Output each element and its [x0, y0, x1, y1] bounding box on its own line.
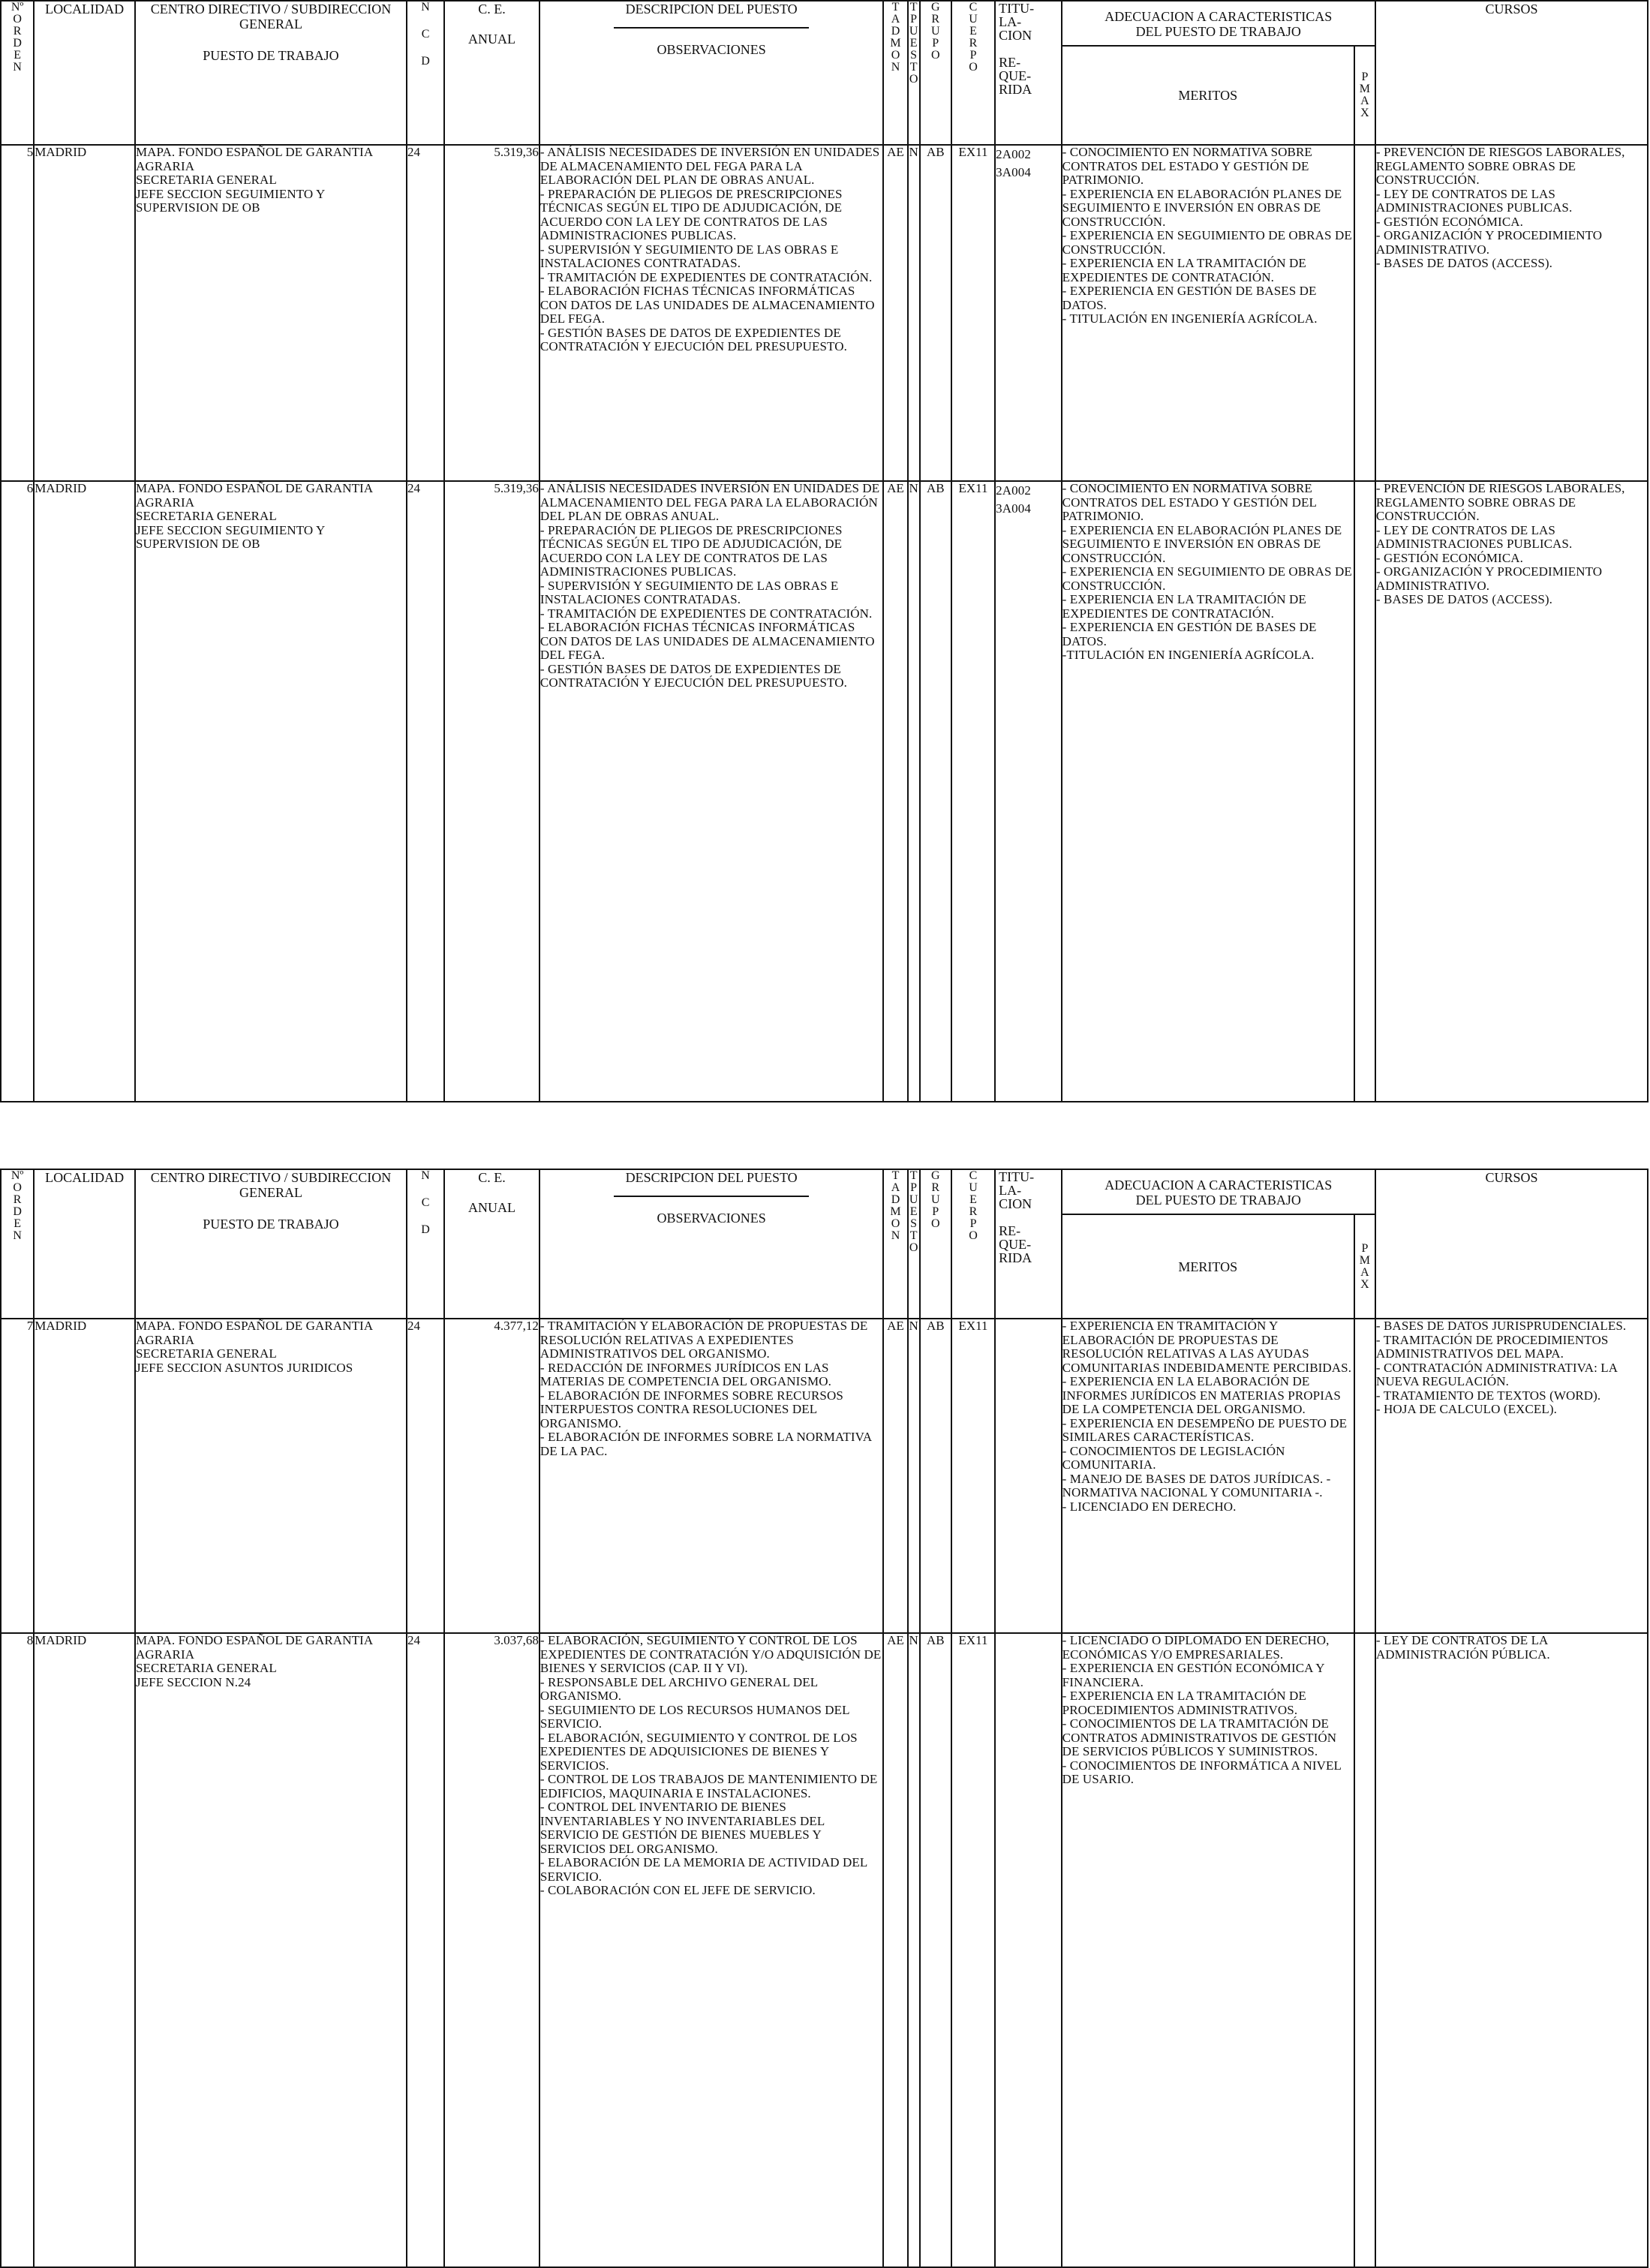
cell-cuerpo: EX11	[951, 145, 995, 481]
cell-ce-anual: 5.319,36	[444, 145, 539, 481]
header-letter: A	[891, 13, 900, 26]
header-letter: U	[909, 25, 918, 38]
header-pmax	[1355, 47, 1375, 144]
header-letter: R	[931, 1181, 940, 1194]
header-letter: N	[891, 1229, 900, 1242]
header-centro: CENTRO DIRECTIVO / SUBDIRECCION GENERAL PUESTO DE TRABAJO	[135, 1169, 407, 1319]
header-localidad: LOCALIDAD	[34, 1, 135, 145]
cell-t-puesto: N	[908, 1633, 920, 2267]
header-letter: O	[969, 1229, 978, 1242]
header-letter: P	[1361, 71, 1369, 83]
cell-grupo: AB	[920, 145, 951, 481]
header-letter: R	[13, 1193, 22, 1206]
header-letter: C	[421, 1196, 430, 1209]
header-letter: P	[932, 1205, 939, 1218]
cell-cursos: - LEY DE CONTRATOS DE LA ADMINISTRACIÓN PÚBLICA.	[1375, 1633, 1648, 2267]
cell-descripcion: - ANÁLISIS NECESIDADES DE INVERSIÓN EN UNIDADES DE ALMACENAMIENTO DEL FEGA PARA LA ELABORACIÓN DEL PLAN DE OBRAS ANUAL. - PREPARACIÓN DE PLIEGOS DE PRESCRIPCIONES TÉCNICAS SEGÚN EL TIPO DE ADJUDICACIÓN, DE ACUERDO CON LA LEY DE CONTRATOS DE LAS ADMINISTRACIONES PUBLICAS. - SUPERVISIÓN Y SEGUIMIENTO DE LAS OBRAS E INSTALACIONES CONTRATADAS. - TRAMITACIÓN DE EXPEDIENTES DE CONTRATACIÓN. - ELABORACIÓN FICHAS TÉCNICAS INFORMÁTICAS CON DATOS DE LAS UNIDADES DE ALMACENAMIENTO DEL FEGA. - GESTIÓN BASES DE DATOS DE EXPEDIENTES DE CONTRATACIÓN Y EJECUCIÓN DEL PRESUPUESTO.	[539, 145, 884, 481]
cell-orden: 5	[1, 145, 34, 481]
header-letter: M	[890, 37, 901, 50]
header-letter: E	[969, 25, 977, 38]
header-ce: C. E. ANUAL	[444, 1169, 539, 1319]
cell-meritos: - EXPERIENCIA EN TRAMITACIÓN Y ELABORACIÓN DE PROPUESTAS DE RESOLUCIÓN RELATIVAS A LAS AYUDAS COMUNITARIAS INDEBIDAMENTE PERCIBIDAS. - EXPERIENCIA EN LA ELABORACIÓN DE INFORMES JURÍDICOS EN MATERIAS PROPIAS DE LA COMPETENCIA DEL ORGANISMO. - EXPERIENCIA EN DESEMPEÑO DE PUESTO DE SIMILARES CARACTERÍSTICAS. - CONOCIMIENTOS DE LEGISLACIÓN COMUNITARIA. - MANEJO DE BASES DE DATOS JURÍDICAS. - NORMATIVA NACIONAL Y COMUNITARIA -. - LICENCIADO EN DERECHO.	[1062, 1319, 1354, 1633]
table-block	[0, 1169, 1648, 2268]
cell-ce-anual: 3.037,68	[444, 1633, 539, 2267]
cell-pmax	[1354, 1633, 1375, 2267]
header-letter: T	[891, 1, 900, 14]
table-row	[1, 481, 1648, 1102]
header-letter: Nº	[11, 1, 24, 14]
header-t-admon	[883, 1169, 907, 1319]
header-ncd	[407, 1, 444, 145]
header-letter: T	[909, 1, 918, 14]
cell-centro: MAPA. FONDO ESPAÑOL DE GARANTIA AGRARIA SECRETARIA GENERAL JEFE SECCION SEGUIMIENTO Y SUPERVISION DE OB	[135, 145, 407, 481]
header-letter: S	[910, 1217, 918, 1230]
header-letter: D	[13, 37, 22, 50]
header-letter: R	[969, 37, 978, 50]
header-letter: E	[14, 49, 21, 62]
cell-grupo: AB	[920, 1633, 951, 2267]
header-letter: O	[930, 49, 940, 62]
header-letter: R	[13, 25, 22, 38]
header-letter: O	[891, 1217, 900, 1230]
header-letter: D	[421, 55, 430, 68]
header-cuerpo	[951, 1169, 995, 1319]
cell-centro: MAPA. FONDO ESPAÑOL DE GARANTIA AGRARIA SECRETARIA GENERAL JEFE SECCION ASUNTOS JURIDICOS	[135, 1319, 407, 1633]
header-letter: N	[13, 1229, 22, 1242]
table-row	[1, 1633, 1648, 2267]
header-letter: O	[891, 49, 900, 62]
cell-orden: 6	[1, 481, 34, 1102]
header-letter: T	[909, 1169, 918, 1182]
header-letter: O	[909, 73, 918, 86]
cell-meritos: - LICENCIADO O DIPLOMADO EN DERECHO, ECONÓMICAS Y/O EMPRESARIALES. - EXPERIENCIA EN GESTIÓN ECONÓMICA Y FINANCIERA. - EXPERIENCIA EN LA TRAMITACIÓN DE PROCEDIMIENTOS ADMINISTRATIVOS. - CONOCIMIENTOS DE LA TRAMITACIÓN DE CONTRATOS ADMINISTRATIVOS DE GESTIÓN DE SERVICIOS PÚBLICOS Y SUMINISTROS. - CONOCIMIENTOS DE INFORMÁTICA A NIVEL DE USARIO.	[1062, 1633, 1354, 2267]
header-grupo	[920, 1, 951, 145]
cell-cursos: - PREVENCIÓN DE RIESGOS LABORALES, REGLAMENTO SOBRE OBRAS DE CONSTRUCCIÓN. - LEY DE CONTRATOS DE LAS ADMINISTRACIONES PUBLICAS. - GESTIÓN ECONÓMICA. - ORGANIZACIÓN Y PROCEDIMIENTO ADMINISTRATIVO. - BASES DE DATOS (ACCESS).	[1375, 481, 1648, 1102]
header-letter: N	[421, 1169, 430, 1182]
header-letter: C	[421, 28, 430, 41]
header-meritos: MERITOS	[1062, 1215, 1355, 1318]
header-letter: E	[909, 1205, 918, 1218]
header-letter: C	[969, 1169, 978, 1182]
cell-cuerpo: EX11	[951, 1319, 995, 1633]
cell-pmax	[1354, 145, 1375, 481]
header-adecuacion: ADECUACION A CARACTERISTICAS DEL PUESTO DE TRABAJO MERITOS P M A X	[1062, 1169, 1375, 1319]
header-letter: U	[930, 1193, 940, 1206]
header-cursos: CURSOS	[1375, 1, 1648, 145]
header-letter: M	[890, 1205, 901, 1218]
header-letter: N	[13, 61, 22, 74]
header-letter: P	[932, 37, 939, 50]
header-ce: C. E. ANUAL	[444, 1, 539, 145]
header-titulacion: TITU- LA- CION RE- QUE- RIDA	[995, 1169, 1061, 1319]
cell-ncd: 24	[407, 1633, 444, 2267]
cell-localidad: MADRID	[34, 145, 135, 481]
cell-ce-anual: 5.319,36	[444, 481, 539, 1102]
header-adecuacion: ADECUACION A CARACTERISTICAS DEL PUESTO DE TRABAJO MERITOS P M A X	[1062, 1, 1375, 145]
header-letter: M	[1359, 83, 1371, 95]
header-pmax	[1355, 1215, 1375, 1318]
cell-cursos: - PREVENCIÓN DE RIESGOS LABORALES, REGLAMENTO SOBRE OBRAS DE CONSTRUCCIÓN. - LEY DE CONTRATOS DE LAS ADMINISTRACIONES PUBLICAS. - GESTIÓN ECONÓMICA. - ORGANIZACIÓN Y PROCEDIMIENTO ADMINISTRATIVO. - BASES DE DATOS (ACCESS).	[1375, 145, 1648, 481]
cell-t-admon: AE	[883, 481, 907, 1102]
header-letter: O	[909, 1241, 918, 1254]
header-letter: U	[969, 13, 978, 26]
header-letter: N	[421, 1, 430, 14]
cell-t-puesto: N	[908, 145, 920, 481]
header-letter: M	[1359, 1253, 1371, 1267]
header-letter: D	[13, 1205, 22, 1218]
header-letter: T	[891, 1169, 900, 1182]
header-letter: R	[931, 13, 940, 26]
header-descripcion: DESCRIPCION DEL PUESTO OBSERVACIONES	[539, 1169, 884, 1319]
cell-titulacion	[995, 1633, 1061, 2267]
cell-localidad: MADRID	[34, 1633, 135, 2267]
header-letter: P	[910, 13, 918, 26]
header-letter: N	[891, 61, 900, 74]
header-letter: P	[910, 1181, 918, 1194]
header-no-orden	[1, 1169, 34, 1319]
header-grupo	[920, 1169, 951, 1319]
header-letter: E	[14, 1217, 21, 1230]
header-meritos: MERITOS	[1062, 47, 1355, 144]
header-letter: O	[930, 1217, 940, 1230]
cell-grupo: AB	[920, 481, 951, 1102]
header-divider	[614, 1196, 809, 1197]
cell-t-admon: AE	[883, 1633, 907, 2267]
header-letter: O	[13, 1181, 22, 1194]
cell-centro: MAPA. FONDO ESPAÑOL DE GARANTIA AGRARIA SECRETARIA GENERAL JEFE SECCION N.24	[135, 1633, 407, 2267]
cell-ce-anual: 4.377,12	[444, 1319, 539, 1633]
cell-titulacion: 2A002 3A004	[995, 481, 1061, 1102]
cell-t-admon: AE	[883, 145, 907, 481]
header-t-admon	[883, 1, 907, 145]
header-letter: D	[891, 1193, 900, 1206]
header-titulacion: TITU- LA- CION RE- QUE- RIDA	[995, 1, 1061, 145]
header-letter: P	[969, 1217, 977, 1230]
cell-titulacion	[995, 1319, 1061, 1633]
table-row	[1, 1319, 1648, 1633]
cell-cuerpo: EX11	[951, 1633, 995, 2267]
header-letter: O	[13, 13, 22, 26]
header-letter: A	[891, 1181, 900, 1194]
puestos-table	[0, 0, 1648, 1102]
header-letter: T	[909, 61, 918, 74]
header-letter: X	[1360, 107, 1369, 119]
header-cuerpo	[951, 1, 995, 145]
header-letter: D	[891, 25, 900, 38]
header-letter: D	[421, 1223, 430, 1236]
header-letter: X	[1360, 1277, 1369, 1291]
cell-orden: 8	[1, 1633, 34, 2267]
cell-t-puesto: N	[908, 481, 920, 1102]
cell-orden: 7	[1, 1319, 34, 1633]
cell-centro: MAPA. FONDO ESPAÑOL DE GARANTIA AGRARIA SECRETARIA GENERAL JEFE SECCION SEGUIMIENTO Y SUPERVISION DE OB	[135, 481, 407, 1102]
header-letter: E	[969, 1193, 977, 1206]
cell-titulacion: 2A002 3A004	[995, 145, 1061, 481]
cell-descripcion: - ANÁLISIS NECESIDADES INVERSIÓN EN UNIDADES DE ALMACENAMIENTO DEL FEGA PARA LA ELABORACIÓN DEL PLAN DE OBRAS ANUAL. - PREPARACIÓN DE PLIEGOS DE PRESCRIPCIONES TÉCNICAS SEGÚN EL TIPO DE ADJUDICACIÓN, DE ACUERDO CON LA LEY DE CONTRATOS DE LAS ADMINISTRACIONES PUBLICAS. - SUPERVISIÓN Y SEGUIMIENTO DE LAS OBRAS E INSTALACIONES CONTRATADAS. - TRAMITACIÓN DE EXPEDIENTES DE CONTRATACIÓN. - ELABORACIÓN FICHAS TÉCNICAS INFORMÁTICAS CON DATOS DE LAS UNIDADES DE ALMACENAMIENTO DEL FEGA. - GESTIÓN BASES DE DATOS DE EXPEDIENTES DE CONTRATACIÓN Y EJECUCIÓN DEL PRESUPUESTO.	[539, 481, 884, 1102]
header-letter: P	[1361, 1241, 1369, 1255]
cell-localidad: MADRID	[34, 481, 135, 1102]
header-letter: G	[930, 1169, 940, 1182]
cell-meritos: - CONOCIMIENTO EN NORMATIVA SOBRE CONTRATOS DEL ESTADO Y GESTIÓN DEL PATRIMONIO. - EXPERIENCIA EN ELABORACIÓN PLANES DE SEGUIMIENTO E INVERSIÓN EN OBRAS DE CONSTRUCCIÓN. - EXPERIENCIA EN SEGUIMIENTO DE OBRAS DE CONSTRUCCIÓN. - EXPERIENCIA EN LA TRAMITACIÓN DE EXPEDIENTES DE CONTRATACIÓN. - EXPERIENCIA EN GESTIÓN DE BASES DE DATOS. -TITULACIÓN EN INGENIERÍA AGRÍCOLA.	[1062, 481, 1354, 1102]
cell-meritos: - CONOCIMIENTO EN NORMATIVA SOBRE CONTRATOS DEL ESTADO Y GESTIÓN DE PATRIMONIO. - EXPERIENCIA EN ELABORACIÓN PLANES DE SEGUIMIENTO E INVERSIÓN EN OBRAS DE CONSTRUCCIÓN. - EXPERIENCIA EN SEGUIMIENTO DE OBRAS DE CONSTRUCCIÓN. - EXPERIENCIA EN LA TRAMITACIÓN DE EXPEDIENTES DE CONTRATACIÓN. - EXPERIENCIA EN GESTIÓN DE BASES DE DATOS. - TITULACIÓN EN INGENIERÍA AGRÍCOLA.	[1062, 145, 1354, 481]
cell-pmax	[1354, 481, 1375, 1102]
cell-t-puesto: N	[908, 1319, 920, 1633]
header-letter: U	[930, 25, 940, 38]
header-letter: A	[1360, 95, 1369, 107]
cell-ncd: 24	[407, 145, 444, 481]
cell-cursos: - BASES DE DATOS JURISPRUDENCIALES. - TRAMITACIÓN DE PROCEDIMIENTOS ADMINISTRATIVOS DEL MAPA. - CONTRATACIÓN ADMINISTRATIVA: LA NUEVA REGULACIÓN. - TRATAMIENTO DE TEXTOS (WORD). - HOJA DE CALCULO (EXCEL).	[1375, 1319, 1648, 1633]
header-descripcion: DESCRIPCION DEL PUESTO OBSERVACIONES	[539, 1, 884, 145]
header-letter: C	[969, 1, 978, 14]
cell-ncd: 24	[407, 481, 444, 1102]
header-letter: S	[910, 49, 918, 62]
cell-t-admon: AE	[883, 1319, 907, 1633]
header-t-puesto	[908, 1169, 920, 1319]
header-divider	[614, 27, 809, 29]
header-letter: E	[909, 37, 918, 50]
header-ncd	[407, 1169, 444, 1319]
cell-ncd: 24	[407, 1319, 444, 1633]
cell-cuerpo: EX11	[951, 481, 995, 1102]
header-letter: R	[969, 1205, 978, 1218]
header-t-puesto	[908, 1, 920, 145]
table-row	[1, 145, 1648, 481]
header-letter: A	[1360, 1265, 1369, 1279]
cell-grupo: AB	[920, 1319, 951, 1633]
header-letter: U	[969, 1181, 978, 1194]
puestos-table	[0, 1169, 1648, 2268]
cell-pmax	[1354, 1319, 1375, 1633]
header-letter: Nº	[11, 1169, 24, 1182]
header-localidad: LOCALIDAD	[34, 1169, 135, 1319]
header-letter: G	[930, 1, 940, 14]
header-letter: U	[909, 1193, 918, 1206]
header-letter: O	[969, 61, 978, 74]
header-cursos: CURSOS	[1375, 1169, 1648, 1319]
header-letter: P	[969, 49, 977, 62]
cell-localidad: MADRID	[34, 1319, 135, 1633]
header-centro: CENTRO DIRECTIVO / SUBDIRECCION GENERAL PUESTO DE TRABAJO	[135, 1, 407, 145]
cell-descripcion: - ELABORACIÓN, SEGUIMIENTO Y CONTROL DE LOS EXPEDIENTES DE CONTRATACIÓN Y/O ADQUISICIÓN DE BIENES Y SERVICIOS (CAP. II Y VI). - RESPONSABLE DEL ARCHIVO GENERAL DEL ORGANISMO. - SEGUIMIENTO DE LOS RECURSOS HUMANOS DEL SERVICIO. - ELABORACIÓN, SEGUIMIENTO Y CONTROL DE LOS EXPEDIENTES DE ADQUISICIONES DE BIENES Y SERVICIOS. - CONTROL DE LOS TRABAJOS DE MANTENIMIENTO DE EDIFICIOS, MAQUINARIA E INSTALACIONES. - CONTROL DEL INVENTARIO DE BIENES INVENTARIABLES Y NO INVENTARIABLES DEL SERVICIO DE GESTIÓN DE BIENES MUEBLES Y SERVICIOS DEL ORGANISMO. - ELABORACIÓN DE LA MEMORIA DE ACTIVIDAD DEL SERVICIO. - COLABORACIÓN CON EL JEFE DE SERVICIO.	[539, 1633, 884, 2267]
header-no-orden	[1, 1, 34, 145]
cell-descripcion: - TRAMITACIÓN Y ELABORACIÓN DE PROPUESTAS DE RESOLUCIÓN RELATIVAS A EXPEDIENTES ADMINISTRATIVOS DEL ORGANISMO. - REDACCIÓN DE INFORMES JURÍDICOS EN LAS MATERIAS DE COMPETENCIA DEL ORGANISMO. - ELABORACIÓN DE INFORMES SOBRE RECURSOS INTERPUESTOS CONTRA RESOLUCIONES DEL ORGANISMO. - ELABORACIÓN DE INFORMES SOBRE LA NORMATIVA DE LA PAC.	[539, 1319, 884, 1633]
table-block	[0, 0, 1648, 1102]
header-letter: T	[909, 1229, 918, 1242]
